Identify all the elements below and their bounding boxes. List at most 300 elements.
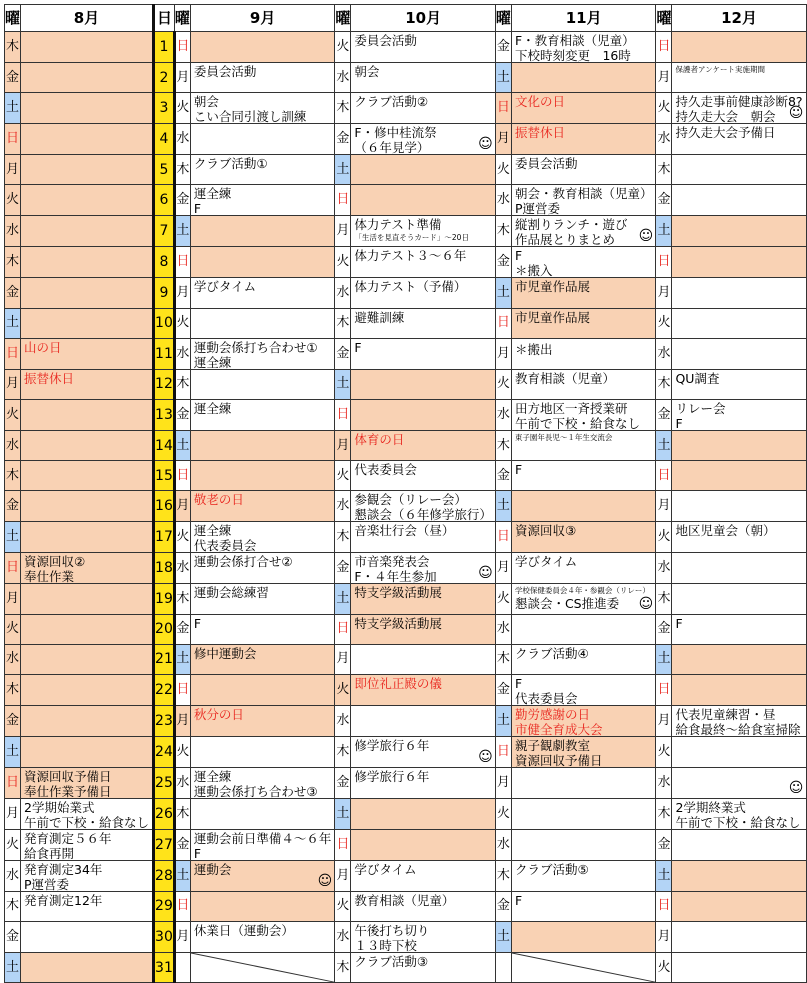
event-text: 朝会・教育相談（児童） — [514, 186, 653, 202]
event-text: 代表委員会 — [354, 462, 417, 478]
weekday-label: 水 — [657, 131, 671, 147]
event-text: 振替休日 — [514, 125, 565, 141]
event-text — [512, 615, 656, 617]
event-text: 体力テスト（予備） — [354, 279, 467, 295]
weekday-label: 水 — [176, 774, 190, 790]
day-number-7: 7 — [154, 216, 175, 247]
event-sep-23 — [190, 705, 335, 736]
event-text: 発育測定５６年 — [24, 830, 112, 846]
weekday-label: 土 — [336, 161, 350, 177]
weekday-label: 月 — [657, 929, 671, 945]
event-text: 教育相談（児童） — [354, 892, 455, 908]
event-nov-9 — [511, 278, 656, 308]
weekday-label: 水 — [336, 69, 350, 85]
weekday-nov-28 — [495, 860, 511, 891]
weekday-label: 水 — [496, 406, 510, 422]
event-nov-21 — [511, 644, 656, 674]
event-text: 給食最終～給食室掃除 — [675, 721, 801, 737]
event-text — [21, 645, 152, 647]
event-text — [21, 737, 152, 739]
weekday-dec-28 — [656, 860, 672, 891]
day-number-1: 1 — [154, 32, 175, 63]
weekday-sep-18 — [174, 553, 190, 584]
weekday-oct-10 — [335, 308, 351, 338]
weekday-label: 金 — [657, 836, 671, 852]
weekday-sep-14 — [174, 430, 190, 460]
weekday-sep-28 — [174, 860, 190, 891]
event-text: 市児童作品展 — [514, 279, 590, 295]
event-text: こい合同引渡し訓練 — [193, 109, 307, 125]
day-number-5: 5 — [154, 155, 175, 185]
event-text — [21, 32, 152, 34]
weekday-label: 月 — [336, 651, 350, 667]
weekday-aug-4 — [5, 124, 21, 155]
weekday-oct-9 — [335, 278, 351, 308]
weekday-label: 火 — [6, 192, 20, 208]
day-number-31: 31 — [154, 953, 175, 983]
weekday-aug-10 — [5, 308, 21, 338]
event-nov-8 — [511, 247, 656, 278]
weekday-label: 水 — [336, 284, 350, 300]
day-number-21: 21 — [154, 644, 175, 674]
event-text: 下校時刻変更 16時 — [514, 48, 631, 63]
header-month-sep: 9月 — [190, 5, 335, 32]
smiley-face-icon: ☺ — [788, 779, 804, 796]
event-oct-12 — [351, 369, 496, 399]
event-nov-28 — [511, 860, 656, 891]
weekday-label: 木 — [496, 437, 510, 453]
event-nov-15 — [511, 461, 656, 491]
event-oct-17 — [351, 522, 496, 553]
event-text — [512, 922, 656, 924]
event-text: 運動会前日準備４～６年 — [193, 830, 332, 846]
day-number-13: 13 — [154, 399, 175, 430]
weekday-label: 木 — [657, 161, 671, 177]
weekday-dec-18 — [656, 553, 672, 584]
event-text — [672, 830, 805, 832]
event-oct-3 — [351, 93, 496, 124]
event-text: 資源回収予備日 — [24, 768, 112, 784]
weekday-dec-11 — [656, 338, 672, 369]
day-number-26: 26 — [154, 798, 175, 829]
weekday-label: 木 — [336, 959, 350, 975]
weekday-aug-31 — [5, 953, 21, 983]
weekday-nov-16 — [495, 491, 511, 522]
event-oct-24 — [351, 736, 496, 767]
event-text — [21, 461, 152, 463]
event-text: 体力テスト３～６年 — [354, 248, 467, 264]
weekday-label: 水 — [6, 651, 20, 667]
event-text: 避難訓練 — [354, 309, 405, 325]
weekday-label: 日 — [176, 681, 190, 697]
weekday-label: 月 — [657, 284, 671, 300]
event-aug-19 — [21, 584, 154, 614]
event-oct-10 — [351, 308, 496, 338]
event-text — [512, 799, 656, 801]
weekday-sep-11 — [174, 338, 190, 369]
day-number-29: 29 — [154, 891, 175, 921]
event-text: 給食再開 — [24, 845, 75, 861]
weekday-label: 月 — [176, 498, 190, 514]
event-oct-22 — [351, 674, 496, 705]
event-text — [672, 431, 805, 433]
event-oct-20 — [351, 614, 496, 644]
weekday-label: 水 — [336, 498, 350, 514]
weekday-label: 日 — [657, 898, 671, 914]
weekday-label: 水 — [496, 621, 510, 637]
event-dec-15 — [672, 461, 806, 491]
weekday-label: 火 — [336, 467, 350, 483]
weekday-label: 火 — [496, 590, 510, 606]
event-text: 体育の日 — [354, 431, 405, 447]
weekday-aug-12 — [5, 369, 21, 399]
weekday-label: 木 — [496, 867, 510, 883]
event-sep-7 — [190, 216, 335, 247]
header-month-oct: 10月 — [351, 5, 496, 32]
weekday-aug-28 — [5, 860, 21, 891]
weekday-label: 日 — [336, 192, 350, 208]
weekday-label: 火 — [336, 681, 350, 697]
weekday-label: 水 — [657, 560, 671, 576]
weekday-nov-12 — [495, 369, 511, 399]
event-text — [21, 706, 152, 708]
event-aug-14 — [21, 430, 154, 460]
event-text — [191, 370, 335, 372]
weekday-oct-25 — [335, 767, 351, 798]
event-text: 市音楽発表会 — [354, 554, 430, 570]
event-text: 朝会 — [354, 64, 380, 79]
header-youbi-nov: 曜 — [495, 5, 511, 32]
smiley-face-icon: ☺ — [638, 228, 654, 245]
weekday-label: 水 — [496, 192, 510, 208]
weekday-sep-31 — [174, 953, 190, 983]
day-number-27: 27 — [154, 829, 175, 860]
weekday-nov-26 — [495, 798, 511, 829]
event-dec-30 — [672, 922, 806, 953]
event-dec-11 — [672, 338, 806, 369]
event-text: 学びタイム — [354, 861, 417, 877]
weekday-label: 日 — [176, 898, 190, 914]
weekday-oct-16 — [335, 491, 351, 522]
event-sep-9 — [190, 278, 335, 308]
weekday-aug-11 — [5, 338, 21, 369]
event-aug-9 — [21, 278, 154, 308]
weekday-label: 火 — [6, 621, 20, 637]
event-text — [672, 278, 805, 280]
event-text: 学校保健委員会４年・参観会（リレー） — [514, 586, 650, 596]
event-text — [191, 799, 335, 801]
weekday-nov-6 — [495, 185, 511, 216]
event-dec-5 — [672, 155, 806, 185]
weekday-oct-13 — [335, 399, 351, 430]
weekday-aug-6 — [5, 185, 21, 216]
event-text — [21, 922, 152, 924]
weekday-label: 月 — [336, 223, 350, 239]
weekday-label: 土 — [336, 590, 350, 606]
event-text: 特支学級活動展 — [354, 615, 442, 631]
event-text: 運動会係打ち合わせ① — [193, 339, 318, 355]
event-text — [512, 491, 656, 493]
day-number-8: 8 — [154, 247, 175, 278]
event-aug-8 — [21, 247, 154, 278]
weekday-label: 月 — [496, 774, 510, 790]
weekday-aug-13 — [5, 399, 21, 430]
weekday-sep-21 — [174, 644, 190, 674]
event-text — [21, 124, 152, 126]
event-text: 懇談会（６年修学旅行） — [354, 507, 492, 523]
weekday-dec-13 — [656, 399, 672, 430]
event-text: 委員会活動 — [193, 64, 257, 79]
weekday-label: 土 — [6, 959, 20, 975]
weekday-oct-17 — [335, 522, 351, 553]
weekday-label: 土 — [496, 69, 510, 85]
weekday-label: 水 — [657, 774, 671, 790]
event-text: 運動会係打合せ② — [193, 554, 293, 570]
event-aug-13 — [21, 399, 154, 430]
event-text — [21, 584, 152, 586]
weekday-label: 月 — [496, 560, 510, 576]
event-text — [191, 309, 335, 311]
event-text — [672, 309, 805, 311]
event-nov-14 — [511, 430, 656, 460]
event-aug-10 — [21, 308, 154, 338]
event-sep-27 — [190, 829, 335, 860]
weekday-oct-1 — [335, 32, 351, 63]
event-text: 運全練 — [193, 523, 232, 539]
event-text — [21, 278, 152, 280]
weekday-dec-4 — [656, 124, 672, 155]
weekday-aug-1 — [5, 32, 21, 63]
weekday-label: 月 — [176, 712, 190, 728]
weekday-sep-7 — [174, 216, 190, 247]
weekday-label: 金 — [6, 929, 20, 945]
event-sep-29 — [190, 891, 335, 921]
event-dec-24 — [672, 736, 806, 767]
weekday-oct-26 — [335, 798, 351, 829]
event-text: 運動会係打ち合わせ③ — [193, 783, 318, 799]
weekday-label: 月 — [176, 69, 190, 85]
event-text: 懇談会・CS推進委 — [514, 596, 620, 612]
weekday-label: 日 — [657, 681, 671, 697]
weekday-label: 金 — [336, 345, 350, 361]
event-aug-12 — [21, 369, 154, 399]
weekday-label: 水 — [6, 223, 20, 239]
weekday-label: 日 — [6, 345, 20, 361]
event-sep-24 — [190, 736, 335, 767]
event-text — [672, 645, 805, 647]
event-text: 市児童作品展 — [514, 309, 590, 325]
event-text — [351, 370, 495, 372]
event-text — [672, 216, 805, 218]
weekday-label: 水 — [336, 712, 350, 728]
weekday-oct-2 — [335, 63, 351, 93]
weekday-label: 火 — [176, 743, 190, 759]
event-text: 運動会 — [193, 861, 232, 877]
weekday-label: 火 — [657, 959, 671, 975]
event-nov-3 — [511, 93, 656, 124]
weekday-sep-23 — [174, 705, 190, 736]
day-number-10: 10 — [154, 308, 175, 338]
event-aug-27 — [21, 829, 154, 860]
weekday-nov-27 — [495, 829, 511, 860]
event-text: 敬老の日 — [193, 492, 244, 508]
event-nov-17 — [511, 522, 656, 553]
event-oct-28 — [351, 860, 496, 891]
weekday-nov-30 — [495, 922, 511, 953]
event-sep-26 — [190, 798, 335, 829]
weekday-label: 火 — [657, 743, 671, 759]
event-text — [191, 247, 335, 249]
event-text: QU調査 — [675, 370, 720, 386]
event-aug-5 — [21, 155, 154, 185]
weekday-oct-22 — [335, 674, 351, 705]
event-text — [21, 491, 152, 493]
weekday-label: 水 — [6, 867, 20, 883]
event-text — [21, 247, 152, 249]
event-text: 2学期始業式 — [24, 799, 95, 815]
event-dec-7 — [672, 216, 806, 247]
event-text — [672, 675, 805, 677]
weekday-dec-21 — [656, 644, 672, 674]
event-text: 資源回収予備日 — [514, 752, 603, 768]
day-number-11: 11 — [154, 338, 175, 369]
event-text — [672, 339, 805, 341]
event-text: 親子観劇教室 — [514, 737, 590, 753]
weekday-label: 月 — [336, 437, 350, 453]
event-dec-23 — [672, 705, 806, 736]
event-nov-20 — [511, 614, 656, 644]
weekday-label: 日 — [496, 529, 510, 545]
event-dec-27 — [672, 829, 806, 860]
event-dec-29 — [672, 891, 806, 921]
weekday-label: 月 — [6, 805, 20, 821]
event-text: 資源回収② — [24, 554, 86, 570]
weekday-label: 木 — [6, 467, 20, 483]
weekday-label: 水 — [176, 345, 190, 361]
weekday-dec-19 — [656, 584, 672, 614]
event-text: 代表委員会 — [514, 690, 578, 706]
event-text: 教育相談（児童） — [514, 370, 615, 386]
event-text — [21, 615, 152, 617]
event-text: F — [193, 201, 202, 217]
event-dec-9 — [672, 278, 806, 308]
weekday-aug-8 — [5, 247, 21, 278]
event-text: F・４年生参加 — [354, 569, 437, 585]
weekday-label: 日 — [336, 406, 350, 422]
event-sep-15 — [190, 461, 335, 491]
weekday-label: 月 — [176, 929, 190, 945]
weekday-label: 金 — [176, 192, 190, 208]
weekday-label: 土 — [496, 712, 510, 728]
event-text — [672, 892, 805, 894]
event-text — [191, 32, 335, 34]
weekday-sep-19 — [174, 584, 190, 614]
event-text: P運営委 — [24, 876, 70, 892]
weekday-dec-5 — [656, 155, 672, 185]
event-oct-9 — [351, 278, 496, 308]
event-sep-11 — [190, 338, 335, 369]
event-sep-19 — [190, 584, 335, 614]
event-text: 田方地区一斉授業研 — [514, 400, 628, 416]
weekday-label: 月 — [336, 867, 350, 883]
weekday-label: 木 — [496, 223, 510, 239]
weekday-label: 木 — [176, 590, 190, 606]
event-text — [21, 953, 152, 955]
weekday-nov-22 — [495, 674, 511, 705]
event-aug-1 — [21, 32, 154, 63]
event-text: F・教育相談（児童） — [514, 33, 635, 48]
event-aug-22 — [21, 674, 154, 705]
event-oct-27 — [351, 829, 496, 860]
event-text — [21, 63, 152, 65]
event-text: 運全練 — [193, 354, 232, 370]
weekday-label: 日 — [176, 39, 190, 54]
weekday-label: 火 — [336, 254, 350, 270]
event-oct-14 — [351, 430, 496, 460]
event-oct-16 — [351, 491, 496, 522]
event-nov-23 — [511, 705, 656, 736]
event-text — [21, 675, 152, 677]
event-dec-16 — [672, 491, 806, 522]
event-text: 「生活を見直そうカード」～20日 — [354, 233, 469, 243]
weekday-label: 金 — [336, 131, 350, 147]
event-nov-29 — [511, 891, 656, 921]
event-oct-4 — [351, 124, 496, 155]
weekday-label: 金 — [6, 284, 20, 300]
event-text: 作品展とりまとめ — [514, 232, 615, 248]
weekday-aug-19 — [5, 584, 21, 614]
event-text: F — [514, 248, 523, 264]
smiley-face-icon: ☺ — [638, 595, 654, 612]
event-aug-3 — [21, 93, 154, 124]
weekday-nov-21 — [495, 644, 511, 674]
event-nov-2 — [511, 63, 656, 93]
weekday-dec-3 — [656, 93, 672, 124]
weekday-label: 木 — [657, 590, 671, 606]
event-text — [21, 155, 152, 157]
weekday-oct-30 — [335, 922, 351, 953]
event-text: F — [514, 462, 523, 478]
weekday-nov-29 — [495, 891, 511, 921]
weekday-aug-26 — [5, 798, 21, 829]
weekday-label: 月 — [6, 376, 20, 392]
weekday-dec-8 — [656, 247, 672, 278]
weekday-label: 月 — [496, 345, 510, 361]
event-text — [21, 431, 152, 433]
weekday-label: 月 — [6, 161, 20, 177]
weekday-aug-7 — [5, 216, 21, 247]
weekday-label: 日 — [336, 621, 350, 637]
header-youbi-sep: 曜 — [174, 5, 190, 32]
weekday-aug-15 — [5, 461, 21, 491]
event-text — [672, 247, 805, 249]
event-aug-31 — [21, 953, 154, 983]
weekday-sep-3 — [174, 93, 190, 124]
event-sep-16 — [190, 491, 335, 522]
event-sep-12 — [190, 369, 335, 399]
weekday-label: 土 — [336, 376, 350, 392]
weekday-label: 木 — [336, 743, 350, 759]
weekday-dec-12 — [656, 369, 672, 399]
weekday-label: 金 — [657, 621, 671, 637]
weekday-dec-2 — [656, 63, 672, 93]
event-dec-25 — [672, 767, 806, 798]
event-nov-6 — [511, 185, 656, 216]
weekday-label: 火 — [657, 529, 671, 545]
event-oct-21 — [351, 644, 496, 674]
weekday-label: 月 — [496, 131, 510, 147]
event-text: F — [193, 845, 202, 861]
